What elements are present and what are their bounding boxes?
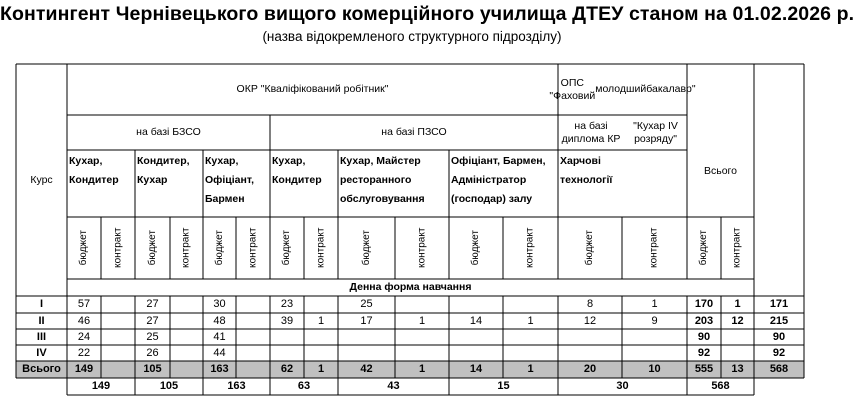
summary-cell bbox=[135, 378, 203, 395]
table-cell bbox=[503, 296, 558, 313]
table-cell bbox=[67, 296, 101, 313]
summary-cell bbox=[270, 378, 338, 395]
budget-label bbox=[67, 217, 101, 279]
table-cell-text: 1 bbox=[734, 298, 741, 311]
table-cell-text: 1 bbox=[317, 314, 325, 327]
budget-label bbox=[338, 217, 395, 279]
baza-bzso-text: на базі БЗСО bbox=[136, 126, 201, 139]
table-cell bbox=[558, 345, 622, 361]
specialty-header bbox=[338, 150, 449, 217]
total-cell bbox=[203, 361, 236, 378]
contract-label-text: контракт bbox=[416, 227, 428, 269]
total-cell-text: 163 bbox=[210, 363, 229, 376]
summary-cell-text: 15 bbox=[497, 380, 510, 393]
table-cell bbox=[270, 296, 304, 313]
specialty-header-line: Адміністратор bbox=[451, 174, 527, 186]
specialty-header bbox=[135, 150, 203, 217]
table-cell bbox=[203, 329, 236, 345]
total-cell-text: 10 bbox=[648, 363, 661, 376]
summary-cell-text: 63 bbox=[297, 380, 311, 393]
total-cell-text: 13 bbox=[731, 363, 744, 376]
table-cell-text: 41 bbox=[213, 330, 226, 343]
baza-kr-line: "Кухар IV розряду" bbox=[633, 120, 678, 145]
specialty-header bbox=[270, 150, 338, 217]
summary-cell-text: 43 bbox=[387, 380, 400, 393]
table-cell bbox=[687, 329, 721, 345]
summary-cell-text: 163 bbox=[227, 380, 246, 393]
row-kurs-text: I bbox=[39, 298, 44, 311]
kurs-header bbox=[16, 64, 67, 296]
summary-cell bbox=[67, 378, 135, 395]
ops-header-line: молодший bbox=[595, 83, 647, 96]
table-cell bbox=[170, 345, 203, 361]
summary-cell-text: 30 bbox=[616, 380, 629, 393]
summary-cell bbox=[203, 378, 270, 395]
budget-label-text: бюджет bbox=[78, 230, 90, 266]
budget-label bbox=[203, 217, 236, 279]
table-cell bbox=[101, 345, 135, 361]
table-cell bbox=[67, 329, 101, 345]
table-cell bbox=[721, 345, 754, 361]
table-cell bbox=[304, 296, 338, 313]
summary-cell-text: 568 bbox=[711, 380, 730, 393]
specialty-header-line: технології bbox=[560, 174, 613, 186]
specialty-header-line: Офіціант, Бармен, bbox=[451, 155, 546, 167]
table-cell-text: 170 bbox=[694, 298, 714, 311]
table-cell-text: 30 bbox=[213, 298, 226, 311]
specialty-header-line: Кондитер, bbox=[137, 155, 190, 167]
table-cell bbox=[135, 329, 170, 345]
row-kurs-text: II bbox=[38, 314, 45, 327]
table-cell-text: 9 bbox=[651, 314, 658, 327]
table-cell-text: 90 bbox=[772, 330, 786, 343]
row-kurs bbox=[16, 329, 67, 345]
total-cell-text: 20 bbox=[583, 363, 597, 376]
table-cell bbox=[687, 313, 721, 329]
table-cell bbox=[67, 313, 101, 329]
total-cell bbox=[754, 361, 804, 378]
table-cell bbox=[395, 296, 449, 313]
table-cell bbox=[135, 313, 170, 329]
table-cell-text: 17 bbox=[360, 314, 373, 327]
table-cell-text: 92 bbox=[772, 346, 786, 359]
table-cell bbox=[687, 296, 721, 313]
page-title: Контингент Чернівецького вищого комерційного училища ДТЕУ станом на 01.02.2026 р. bbox=[0, 3, 854, 25]
table-cell bbox=[304, 345, 338, 361]
contract-label bbox=[622, 217, 687, 279]
budget-label-text: бюджет bbox=[470, 230, 482, 266]
specialty-header-line: Кондитер bbox=[69, 174, 119, 186]
table-cell bbox=[135, 345, 170, 361]
table-cell bbox=[449, 313, 503, 329]
total-cell bbox=[135, 361, 170, 378]
row-kurs-text: IV bbox=[36, 346, 47, 359]
kurs-header-text: Курс bbox=[30, 173, 53, 186]
table-cell bbox=[503, 313, 558, 329]
table-cell bbox=[203, 345, 236, 361]
table-cell-text: 25 bbox=[146, 330, 159, 343]
ops-header-line: ОПС "Фаховий bbox=[549, 77, 596, 102]
baza-pzso-text: на базі ПЗСО bbox=[381, 126, 447, 139]
budget-label-text: бюджет bbox=[360, 230, 372, 266]
row-kurs bbox=[16, 313, 67, 329]
ops-header-line: бакалавр" bbox=[646, 83, 696, 96]
table-cell bbox=[449, 296, 503, 313]
contract-label bbox=[395, 217, 449, 279]
table-cell-text: 57 bbox=[77, 298, 91, 311]
section-label bbox=[67, 279, 754, 296]
page-subtitle: (назва відокремленого структурного підрозділу) bbox=[262, 29, 562, 44]
budget-label-text: бюджет bbox=[213, 230, 225, 266]
contract-label-text: контракт bbox=[247, 227, 259, 269]
table-cell bbox=[721, 313, 754, 329]
total-cell-text: 149 bbox=[74, 363, 94, 376]
table-cell-text: 1 bbox=[651, 298, 658, 311]
total-cell bbox=[622, 361, 687, 378]
total-cell-text: 1 bbox=[418, 363, 426, 376]
table-cell bbox=[395, 329, 449, 345]
total-cell bbox=[395, 361, 449, 378]
specialty-header bbox=[203, 150, 270, 217]
baza-kr-line: на базі диплома КР bbox=[561, 120, 621, 145]
specialty-header-line: Харчові bbox=[560, 155, 601, 167]
total-cell bbox=[721, 361, 754, 378]
table-cell bbox=[304, 313, 338, 329]
total-cell-text: 568 bbox=[769, 363, 789, 376]
contract-label bbox=[721, 217, 754, 279]
total-cell bbox=[101, 361, 135, 378]
table-cell bbox=[101, 296, 135, 313]
specialty-header-line: Бармен bbox=[205, 193, 245, 205]
table-cell bbox=[558, 329, 622, 345]
specialty-header-line: Кухар, bbox=[205, 155, 239, 167]
summary-cell bbox=[687, 378, 754, 395]
budget-label bbox=[449, 217, 503, 279]
contract-label bbox=[236, 217, 270, 279]
table-cell bbox=[236, 329, 270, 345]
baza-bzso bbox=[67, 115, 270, 150]
table-cell bbox=[236, 296, 270, 313]
specialty-header-line: Кондитер bbox=[272, 174, 322, 186]
table-cell bbox=[622, 296, 687, 313]
budget-label-text: бюджет bbox=[698, 230, 710, 266]
budget-label-text: бюджет bbox=[146, 230, 158, 266]
table-cell bbox=[503, 345, 558, 361]
contract-label-text: контракт bbox=[112, 227, 124, 269]
table-cell bbox=[236, 313, 270, 329]
budget-label-text: бюджет bbox=[584, 230, 596, 266]
table-cell-text: 48 bbox=[213, 314, 226, 327]
specialty-header-line: Кухар, bbox=[69, 155, 103, 167]
table-cell-text: 1 bbox=[418, 314, 426, 327]
contract-label-text: контракт bbox=[648, 227, 660, 269]
total-cell bbox=[558, 361, 622, 378]
budget-label-text: бюджет bbox=[281, 230, 293, 266]
contract-label bbox=[170, 217, 203, 279]
budget-label bbox=[270, 217, 304, 279]
contract-label bbox=[304, 217, 338, 279]
table-cell bbox=[622, 329, 687, 345]
table-cell bbox=[721, 296, 754, 313]
specialty-header bbox=[67, 150, 135, 217]
vsogo-header b-text: Всього bbox=[703, 165, 737, 178]
budget-label bbox=[135, 217, 170, 279]
total-cell-text: 42 bbox=[360, 363, 373, 376]
specialty-header-line: Кухар, Майстер bbox=[340, 155, 421, 167]
table-cell bbox=[338, 345, 395, 361]
table-cell-text: 215 bbox=[769, 314, 789, 327]
budget-label bbox=[687, 217, 721, 279]
table-cell bbox=[395, 345, 449, 361]
specialty-header bbox=[558, 150, 687, 217]
table-cell-text: 44 bbox=[213, 346, 226, 359]
table-cell bbox=[754, 313, 804, 329]
specialty-header bbox=[449, 150, 558, 217]
ops-header bbox=[549, 64, 696, 115]
table-cell bbox=[270, 345, 304, 361]
total-cell-text: 1 bbox=[317, 363, 325, 376]
contract-label-text: контракт bbox=[731, 227, 743, 269]
total-cell bbox=[270, 361, 304, 378]
total-cell bbox=[338, 361, 395, 378]
contract-label-text: контракт bbox=[180, 227, 192, 269]
table-cell-text: 39 bbox=[280, 314, 294, 327]
summary-cell bbox=[338, 378, 449, 395]
table-cell bbox=[67, 345, 101, 361]
table-cell bbox=[270, 313, 304, 329]
row-kurs bbox=[16, 296, 67, 313]
summary-cell bbox=[449, 378, 558, 395]
section-label-text: Денна форма навчання bbox=[349, 281, 472, 294]
table-cell bbox=[395, 313, 449, 329]
okr-header-text: ОКР "Кваліфікований робітник" bbox=[236, 83, 389, 96]
table-cell bbox=[754, 345, 804, 361]
total-cell-text: 62 bbox=[280, 363, 294, 376]
total-cell bbox=[449, 361, 503, 378]
table-cell bbox=[101, 329, 135, 345]
table-cell-text: 24 bbox=[77, 330, 91, 343]
table-cell bbox=[203, 313, 236, 329]
specialty-header-line: (господар) залу bbox=[451, 193, 533, 205]
table-cell-text: 92 bbox=[697, 346, 711, 359]
table-cell-text: 171 bbox=[769, 298, 789, 311]
table-cell-text: 27 bbox=[146, 298, 159, 311]
contract-label bbox=[101, 217, 135, 279]
table-cell-text: 12 bbox=[583, 314, 597, 327]
table-cell bbox=[236, 345, 270, 361]
table-cell bbox=[622, 345, 687, 361]
table-cell-text: 12 bbox=[731, 314, 744, 327]
specialty-header-line: ресторанного bbox=[340, 174, 412, 186]
specialty-header-line: Офіціант, bbox=[205, 174, 255, 186]
total-row-label-text: Всього bbox=[22, 363, 61, 376]
total-cell bbox=[687, 361, 721, 378]
table-cell bbox=[503, 329, 558, 345]
table-cell bbox=[338, 329, 395, 345]
table-cell bbox=[687, 345, 721, 361]
total-row-label bbox=[16, 361, 67, 378]
summary-cell-text: 105 bbox=[159, 380, 179, 393]
okr-header bbox=[67, 64, 558, 115]
total-cell bbox=[236, 361, 270, 378]
total-cell-text: 1 bbox=[527, 363, 534, 376]
table-cell bbox=[622, 313, 687, 329]
table-cell-text: 14 bbox=[469, 314, 483, 327]
contract-label-text: контракт bbox=[315, 227, 327, 269]
summary-cell bbox=[558, 378, 687, 395]
row-kurs bbox=[16, 345, 67, 361]
baza-kr bbox=[558, 115, 687, 150]
table-cell bbox=[135, 296, 170, 313]
table-cell-text: 25 bbox=[360, 298, 373, 311]
specialty-header-line: Кухар, bbox=[272, 155, 306, 167]
table-cell bbox=[558, 296, 622, 313]
baza-pzso bbox=[270, 115, 558, 150]
total-cell bbox=[67, 361, 101, 378]
total-cell-text: 14 bbox=[469, 363, 483, 376]
table-cell bbox=[203, 296, 236, 313]
specialty-header-line: Кухар bbox=[137, 174, 168, 186]
table-cell-text: 26 bbox=[146, 346, 159, 359]
table-cell-text: 27 bbox=[146, 314, 159, 327]
table-cell bbox=[170, 329, 203, 345]
table-cell-text: 1 bbox=[527, 314, 534, 327]
total-cell-text: 105 bbox=[143, 363, 162, 376]
table-cell bbox=[449, 329, 503, 345]
table-cell bbox=[170, 313, 203, 329]
contract-label-text: контракт bbox=[524, 227, 536, 269]
total-cell bbox=[170, 361, 203, 378]
contract-label bbox=[503, 217, 558, 279]
table-cell-text: 8 bbox=[586, 298, 594, 311]
table-cell bbox=[558, 313, 622, 329]
table-cell bbox=[754, 296, 804, 313]
table-cell bbox=[304, 329, 338, 345]
row-kurs-text: III bbox=[36, 330, 47, 343]
table-cell-text: 23 bbox=[280, 298, 294, 311]
table-cell bbox=[449, 345, 503, 361]
budget-label bbox=[558, 217, 622, 279]
total-cell-text: 555 bbox=[694, 363, 714, 376]
total-cell bbox=[503, 361, 558, 378]
specialty-header-line: обслуговування bbox=[340, 193, 425, 205]
summary-cell-text: 149 bbox=[91, 380, 111, 393]
table-cell bbox=[270, 329, 304, 345]
table-cell bbox=[101, 313, 135, 329]
total-cell bbox=[304, 361, 338, 378]
table-cell bbox=[338, 313, 395, 329]
table-cell bbox=[338, 296, 395, 313]
table-cell-text: 90 bbox=[697, 330, 711, 343]
table-cell bbox=[754, 329, 804, 345]
table-cell bbox=[721, 329, 754, 345]
table-cell-text: 22 bbox=[77, 346, 91, 359]
table-cell-text: 46 bbox=[77, 314, 91, 327]
table-cell-text: 203 bbox=[694, 314, 714, 327]
table-cell bbox=[170, 296, 203, 313]
